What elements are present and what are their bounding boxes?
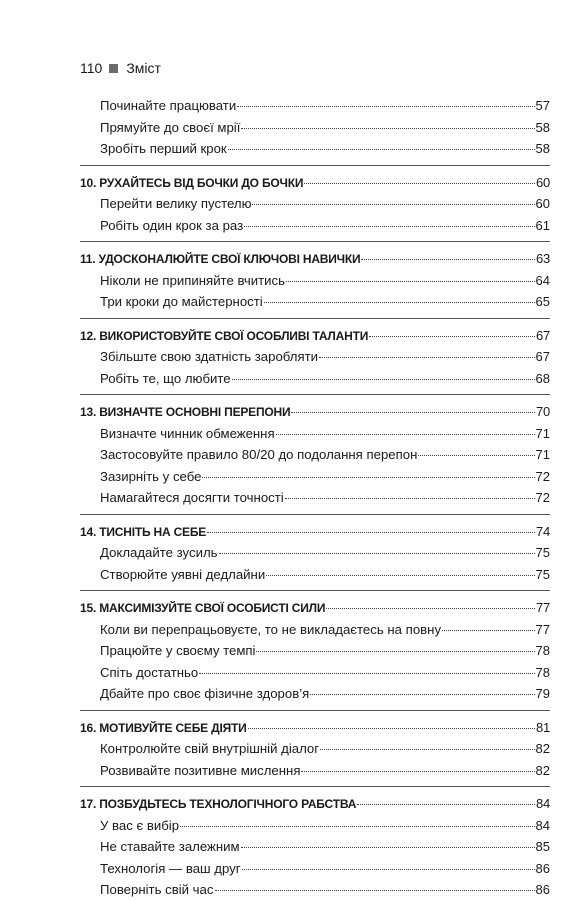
section-divider	[80, 394, 550, 395]
page-ref: 84	[535, 796, 550, 811]
dot-leader	[357, 804, 535, 805]
dot-leader	[237, 106, 534, 107]
page-ref: 60	[535, 174, 550, 190]
page-ref: 64	[535, 272, 550, 288]
toc-entry	[80, 858, 550, 880]
page-ref: 68	[535, 370, 550, 386]
page-ref: 72	[535, 490, 550, 505]
entry-title: Збільште свою здатність заробляти	[100, 349, 318, 364]
toc-entry	[80, 270, 550, 292]
entry-title: Починайте працювати	[100, 98, 237, 113]
dot-leader	[248, 728, 535, 729]
toc-entry	[80, 683, 550, 705]
page-ref: 78	[535, 664, 550, 680]
entry-title: Контролюйте свій внутрішній діалог	[100, 741, 320, 756]
dot-leader	[361, 259, 534, 260]
dot-leader	[264, 302, 535, 303]
chapter-title: 12. ВИКОРИСТОВУЙТЕ СВОЇ ОСОБЛИВІ ТАЛАНТИ	[80, 328, 369, 343]
dot-leader	[244, 226, 534, 227]
square-bullet-icon	[109, 64, 118, 73]
dot-leader	[276, 434, 535, 435]
page-ref: 72	[535, 468, 550, 484]
section-divider	[80, 590, 550, 591]
toc-entry	[80, 346, 550, 368]
entry-title: Створюйте уявні дедлайни	[100, 566, 266, 582]
toc-chapter	[80, 597, 550, 619]
toc-chapter	[80, 172, 550, 194]
chapter-title: 11. УДОСКОНАЛЮЙТЕ СВОЇ КЛЮЧОВІ НАВИЧКИ	[80, 252, 361, 266]
page-ref: 86	[535, 882, 550, 897]
toc-chapter	[80, 717, 550, 739]
section-divider	[80, 241, 550, 242]
entry-title: Докладайте зусиль	[100, 545, 218, 560]
toc-entry	[80, 815, 550, 837]
page-ref: 57	[535, 98, 550, 113]
toc-chapter	[80, 401, 550, 423]
dot-leader	[241, 847, 535, 848]
page-ref: 60	[535, 196, 550, 211]
toc-chapter	[80, 793, 550, 815]
section-title: Зміст	[126, 60, 161, 76]
page-ref: 81	[535, 719, 550, 735]
page-ref: 63	[535, 251, 550, 266]
toc-entry	[80, 640, 550, 662]
dot-leader	[304, 183, 535, 184]
entry-title: Три кроки до майстерності	[100, 294, 263, 309]
dot-leader	[242, 869, 535, 870]
dot-leader	[291, 412, 535, 413]
dot-leader	[207, 532, 535, 533]
entry-title: У вас є вибір	[100, 817, 180, 833]
dot-leader	[215, 890, 535, 891]
page-ref: 77	[535, 621, 550, 637]
chapter-title: 15. МАКСИМІЗУЙТЕ СВОЇ ОСОБИСТІ СИЛИ	[80, 601, 326, 615]
entry-title: Працюйте у своєму темпі	[100, 643, 256, 658]
page-ref: 86	[535, 860, 550, 876]
dot-leader	[202, 477, 534, 478]
dot-leader	[286, 281, 535, 282]
toc-entry	[80, 423, 550, 445]
section-divider	[80, 165, 550, 166]
toc-entry	[80, 138, 550, 160]
entry-title: Не ставайте залежним	[100, 839, 240, 854]
page-ref: 85	[535, 839, 550, 854]
section-divider	[80, 514, 550, 515]
entry-title: Розвивайте позитивне мислення	[100, 762, 301, 778]
dot-leader	[369, 336, 535, 337]
entry-title: Визначте чинник обмеження	[100, 425, 275, 441]
toc-entry	[80, 760, 550, 782]
page-number: 110	[80, 60, 103, 76]
toc-entry	[80, 291, 550, 313]
running-header	[80, 58, 161, 78]
toc-entry	[80, 879, 550, 901]
toc-entry	[80, 368, 550, 390]
toc-entry	[80, 95, 550, 117]
section-divider	[80, 710, 550, 711]
page-ref: 71	[535, 425, 550, 441]
toc-entry	[80, 619, 550, 641]
dot-leader	[232, 379, 535, 380]
page-ref: 84	[535, 817, 550, 833]
toc-entry	[80, 738, 550, 760]
toc-entry	[80, 662, 550, 684]
toc-chapter	[80, 325, 550, 347]
toc-chapter	[80, 521, 550, 543]
dot-leader	[241, 128, 534, 129]
entry-title: Ніколи не припиняйте вчитись	[100, 272, 285, 288]
page-ref: 61	[535, 217, 550, 233]
dot-leader	[319, 357, 535, 358]
entry-title: Прямуйте до своєї мрії	[100, 119, 241, 135]
toc-entry	[80, 466, 550, 488]
toc-entry	[80, 117, 550, 139]
page-ref: 67	[535, 349, 550, 364]
entry-title: Технологія — ваш друг	[100, 860, 241, 876]
page-ref: 78	[535, 643, 550, 658]
table-of-contents	[80, 95, 550, 901]
entry-title: Перейти велику пустелю	[100, 196, 252, 211]
entry-title: Коли ви перепрацьовуєте, то не викладаєтесь на повну	[100, 621, 442, 637]
chapter-title: 10. РУХАЙТЕСЬ ВІД БОЧКИ ДО БОЧКИ	[80, 175, 304, 190]
dot-leader	[442, 630, 534, 631]
dot-leader	[228, 149, 535, 150]
dot-leader	[418, 455, 534, 456]
entry-title: Намагайтеся досягти точності	[100, 490, 284, 505]
toc-chapter	[80, 248, 550, 270]
entry-title: Дбайте про своє фізичне здоров’я	[100, 686, 310, 701]
toc-entry	[80, 487, 550, 509]
page-ref: 82	[535, 741, 550, 756]
chapter-title: 17. ПОЗБУДЬТЕСЬ ТЕХНОЛОГІЧНОГО РАБСТВА	[80, 797, 357, 811]
entry-title: Зробіть перший крок	[100, 141, 227, 156]
page-ref: 75	[535, 566, 550, 582]
dot-leader	[285, 498, 535, 499]
dot-leader	[320, 749, 534, 750]
chapter-title: 14. ТИСНІТЬ НА СЕБЕ	[80, 524, 207, 539]
dot-leader	[266, 575, 534, 576]
toc-entry	[80, 836, 550, 858]
page-ref: 77	[535, 600, 550, 615]
dot-leader	[180, 826, 534, 827]
chapter-title: 16. МОТИВУЙТЕ СЕБЕ ДІЯТИ	[80, 720, 247, 735]
page-ref: 79	[535, 686, 550, 701]
toc-entry	[80, 193, 550, 215]
page-ref: 58	[535, 141, 550, 156]
toc-entry	[80, 215, 550, 237]
dot-leader	[310, 694, 534, 695]
dot-leader	[301, 771, 534, 772]
page-ref: 58	[535, 119, 550, 135]
page-ref: 82	[535, 762, 550, 778]
section-divider	[80, 786, 550, 787]
entry-title: Поверніть свій час	[100, 882, 214, 897]
page-ref: 75	[535, 545, 550, 560]
page-ref: 67	[535, 327, 550, 343]
chapter-title: 13. ВИЗНАЧТЕ ОСНОВНІ ПЕРЕПОНИ	[80, 405, 291, 419]
page-ref: 74	[535, 523, 550, 539]
page-ref: 71	[535, 447, 550, 462]
page-ref: 65	[535, 294, 550, 309]
dot-leader	[252, 204, 534, 205]
dot-leader	[219, 553, 535, 554]
page-ref: 70	[535, 404, 550, 419]
dot-leader	[256, 651, 534, 652]
entry-title: Робіть один крок за раз	[100, 217, 244, 233]
toc-entry	[80, 444, 550, 466]
dot-leader	[326, 608, 535, 609]
entry-title: Застосовуйте правило 80/20 до подолання перепон	[100, 447, 418, 462]
toc-entry	[80, 542, 550, 564]
entry-title: Зазирніть у себе	[100, 468, 202, 484]
section-divider	[80, 318, 550, 319]
toc-entry	[80, 564, 550, 586]
entry-title: Спіть достатньо	[100, 664, 199, 680]
entry-title: Робіть те, що любите	[100, 370, 231, 386]
dot-leader	[199, 673, 534, 674]
